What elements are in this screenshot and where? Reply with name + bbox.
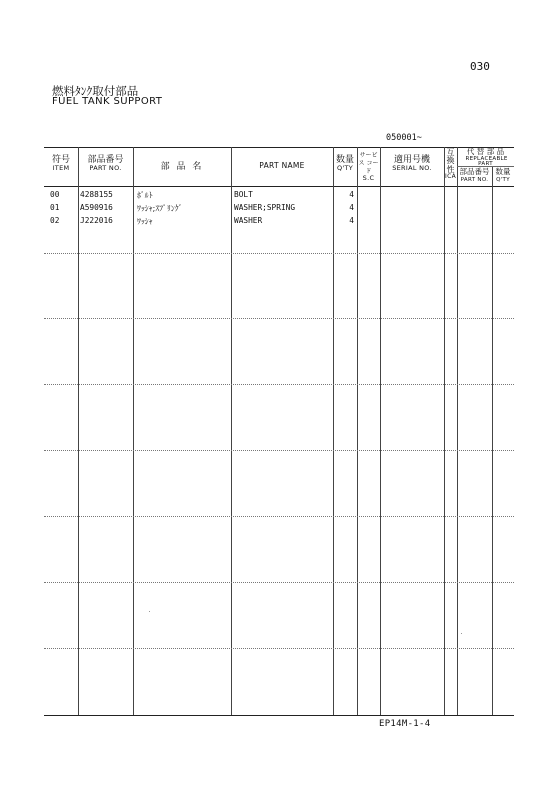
page-number: 030 xyxy=(470,60,490,73)
title-japanese: 燃料ﾀﾝｸ取付部品 xyxy=(52,84,139,98)
scan-speck xyxy=(149,611,150,612)
header-service-code xyxy=(357,152,380,183)
header-item xyxy=(44,155,78,173)
part-name-en: WASHER xyxy=(234,216,263,225)
header-part-no-jp: 部品番号 xyxy=(87,155,124,165)
header-ica-en: ICA xyxy=(445,173,456,181)
row-separator xyxy=(44,582,514,583)
header-item-jp: 符号 xyxy=(51,155,70,165)
part-number: J222016 xyxy=(80,216,113,225)
header-item-en: ITEM xyxy=(52,164,70,173)
part-number: 4288155 xyxy=(80,190,113,199)
header-part-no xyxy=(78,155,133,173)
header-repl-part-no-jp: 部品番号 xyxy=(459,167,490,176)
header-serial xyxy=(380,155,444,173)
quantity: 4 xyxy=(349,216,354,225)
header-repl-qty xyxy=(492,168,514,183)
row-separator xyxy=(44,384,514,385)
header-part-no-en: PART NO. xyxy=(89,164,122,173)
header-serial-jp: 適用号機 xyxy=(393,155,430,165)
header-ica xyxy=(444,149,457,181)
header-repl-part-no-en: PART NO. xyxy=(460,176,489,183)
quantity: 4 xyxy=(349,190,354,199)
row-separator xyxy=(44,253,514,254)
column-divider xyxy=(444,147,445,715)
column-divider xyxy=(357,147,358,715)
serial-range: 050001~ xyxy=(386,133,422,143)
header-repl-part-no xyxy=(457,168,492,183)
part-name-en: BOLT xyxy=(234,190,253,199)
header-repl-qty-en: Q'TY xyxy=(496,176,510,183)
scan-speck xyxy=(461,633,462,634)
header-part-name-en-text: PART NAME xyxy=(259,161,305,170)
header-repl-qty-jp: 数量 xyxy=(495,167,511,176)
column-divider xyxy=(133,147,134,715)
header-part-name-jp-text: 部 品 名 xyxy=(160,162,204,172)
title-english: FUEL TANK SUPPORT xyxy=(52,96,163,107)
row-separator xyxy=(44,516,514,517)
column-divider xyxy=(380,147,381,715)
header-replaceable-en: REPLACEABLE PART xyxy=(465,155,508,168)
header-sc-en: S.C xyxy=(362,174,375,183)
column-divider xyxy=(457,147,458,715)
part-name-jp: ﾎﾞﾙﾄ xyxy=(137,191,153,200)
header-part-name-en xyxy=(231,162,333,171)
item-number: 00 xyxy=(50,190,60,199)
item-number: 02 xyxy=(50,216,60,225)
column-divider xyxy=(231,147,232,715)
header-replaceable-jp: 代 替 部 品 xyxy=(466,147,505,156)
row-separator xyxy=(44,318,514,319)
column-divider xyxy=(78,147,79,715)
header-qty-jp: 数量 xyxy=(335,155,354,165)
header-qty xyxy=(333,155,357,173)
quantity: 4 xyxy=(349,203,354,212)
header-sc-jp: サービス コード xyxy=(358,152,379,175)
row-separator xyxy=(44,648,514,649)
table-bottom-border xyxy=(44,715,514,716)
part-name-jp: ﾜｯｼｬ;ｽﾌﾟﾘﾝｸﾞ xyxy=(137,204,183,213)
part-number: A590916 xyxy=(80,203,113,212)
header-ica-jp: 互 換 性 xyxy=(446,148,455,174)
part-name-en: WASHER;SPRING xyxy=(234,203,296,212)
header-serial-en: SERIAL NO. xyxy=(392,164,432,173)
row-separator xyxy=(44,450,514,451)
header-replaceable xyxy=(457,148,514,168)
header-qty-en: Q'TY xyxy=(336,164,354,173)
part-name-jp: ﾜｯｼｬ xyxy=(137,217,153,226)
column-divider xyxy=(492,166,493,715)
column-divider xyxy=(333,147,334,715)
header-part-name-jp xyxy=(133,162,231,172)
item-number: 01 xyxy=(50,203,60,212)
footer-code: EP14M-1-4 xyxy=(379,719,431,729)
